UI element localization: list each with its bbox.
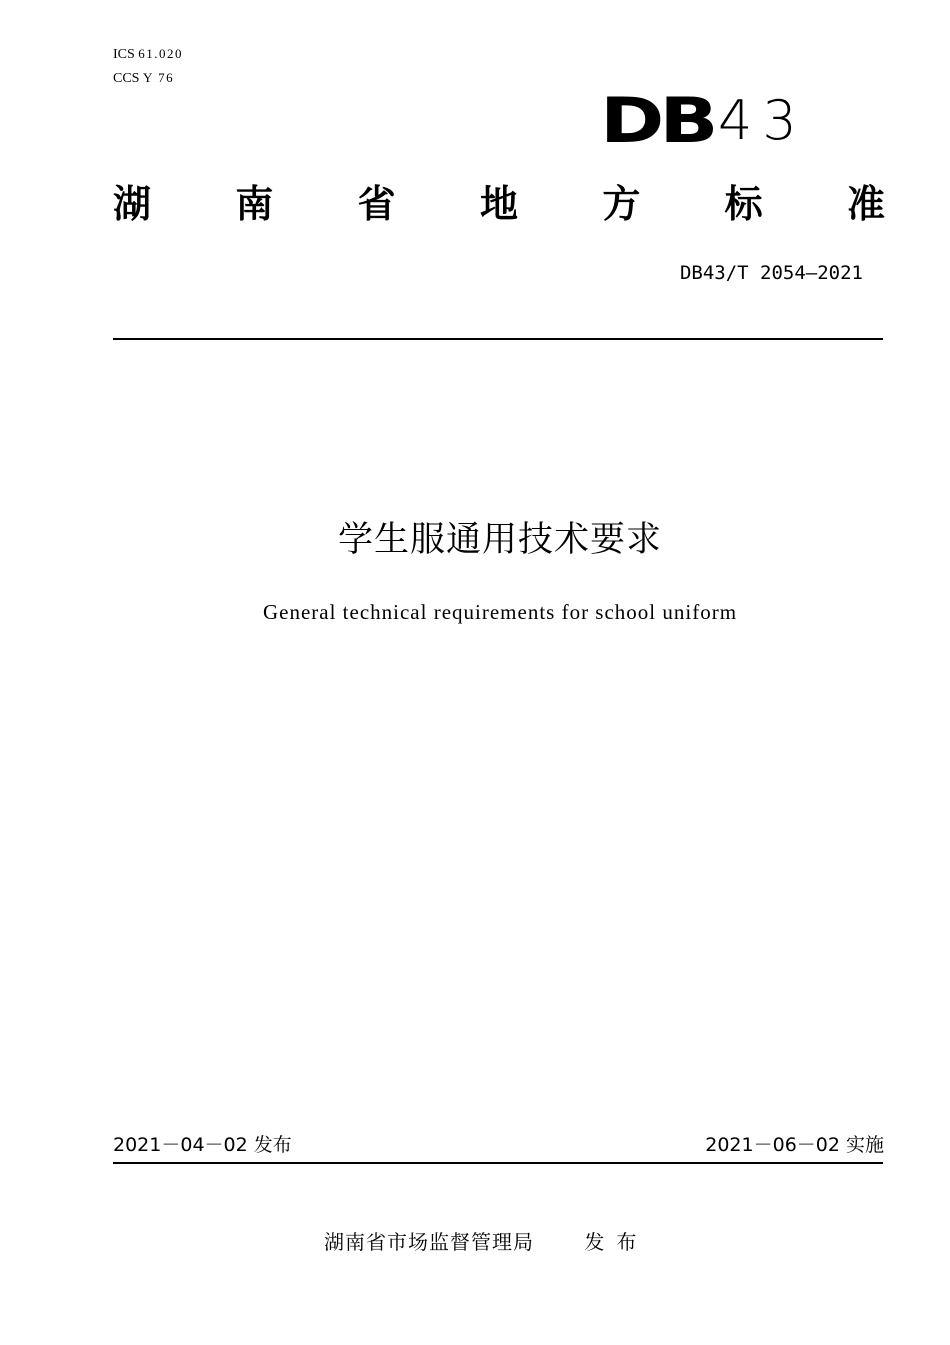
ics-code: [113, 46, 183, 63]
top-divider: [113, 338, 883, 340]
issue-date: 2021－04－02 发布: [113, 1134, 292, 1156]
title-chinese: 学生服通用技术要求: [337, 520, 662, 560]
standard-number: DB43/T 2054—2021: [679, 262, 863, 284]
title-english: General technical requirements for school uniform: [262, 600, 738, 624]
db-province-number: 43: [718, 89, 807, 152]
standard-type-char: 南: [235, 182, 274, 226]
standard-type-char: 标: [724, 182, 763, 226]
ics-label: ICS: [113, 47, 135, 62]
publisher-organization: 湖南省市场监督管理局: [324, 1230, 534, 1254]
ccs-code: [113, 70, 174, 87]
ccs-label: CCS: [113, 71, 140, 86]
bottom-divider: [113, 1162, 883, 1164]
implementation-date: 2021－06－02 实施: [705, 1134, 884, 1156]
standard-type-char: 省: [357, 182, 396, 226]
publisher-action: 发布: [584, 1230, 649, 1254]
standard-type-heading: [113, 180, 885, 228]
publisher-line: [324, 1229, 648, 1255]
db-logo: [600, 84, 807, 157]
ccs-number: Y 76: [142, 70, 175, 85]
ics-number: 61.020: [138, 46, 184, 61]
db-letters: DB: [600, 84, 714, 157]
standard-type-char: 准: [846, 182, 885, 226]
standard-type-char: 地: [479, 182, 518, 226]
standard-type-char: 方: [602, 182, 641, 226]
standard-type-char: 湖: [113, 182, 152, 226]
